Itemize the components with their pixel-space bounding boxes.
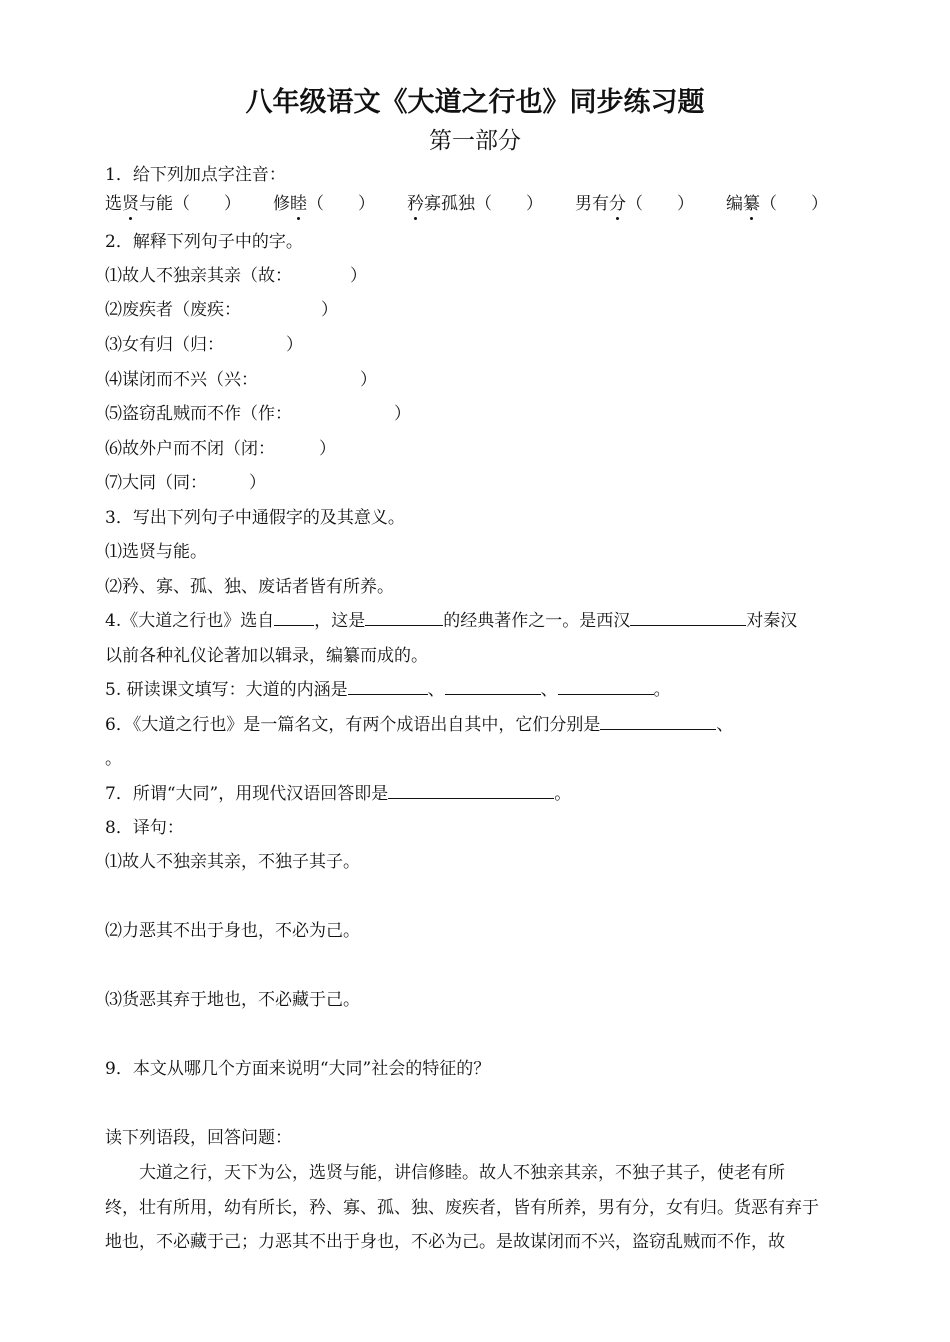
- dotted-char: 分: [609, 194, 626, 214]
- answer-blank[interactable]: [630, 609, 746, 626]
- question-7: 7．所谓“大同”，用现代汉语回答即是 。: [105, 784, 572, 804]
- q1-item: 编纂（ ）: [726, 194, 828, 214]
- q2-item: ⑷谋闭而不兴（兴： ）: [105, 370, 377, 390]
- dotted-char: 睦: [290, 194, 307, 214]
- question-2-stem: 2．解释下列句子中的字。: [105, 232, 303, 252]
- answer-blank[interactable]: [388, 782, 554, 799]
- q1-item: 男有分（ ）: [575, 194, 694, 214]
- q2-item: ⑺大同（同： ）: [105, 473, 266, 493]
- question-1-items: [105, 192, 850, 216]
- q3-item: ⑴选贤与能。: [105, 542, 207, 562]
- q8-item: ⑶货恶其弃于地也，不必藏于己。: [105, 990, 360, 1010]
- q1-item: 矜寡孤独（ ）: [407, 194, 543, 214]
- q2-item: ⑹故外户而不闭（闭： ）: [105, 439, 336, 459]
- question-1-stem: 1．给下列加点字注音：: [105, 165, 286, 185]
- section-subtitle: 第一部分: [429, 128, 521, 154]
- answer-blank[interactable]: [558, 678, 654, 695]
- question-6-line2: 。: [105, 749, 122, 769]
- page-title: 八年级语文《大道之行也》同步练习题: [245, 87, 705, 118]
- reading-intro: 读下列语段，回答问题：: [105, 1128, 292, 1148]
- question-5: 5. 研读课文填写：大道的内涵是 、 、 。: [105, 680, 671, 700]
- answer-blank[interactable]: [274, 609, 314, 626]
- q1-item: 选贤与能（ ）: [105, 194, 241, 214]
- question-9: 9．本文从哪几个方面来说明“大同”社会的特征的？: [105, 1059, 491, 1079]
- q2-item: ⑸盗窃乱贼而不作（作： ）: [105, 404, 411, 424]
- answer-blank[interactable]: [445, 678, 541, 695]
- q2-item: ⑴故人不独亲其亲（故： ）: [105, 266, 367, 286]
- question-4: 4.《大道之行也》选自 ，这是 的经典著作之一。是西汉 对秦汉: [105, 611, 798, 631]
- answer-blank[interactable]: [348, 678, 428, 695]
- q3-item: ⑵矜、寡、孤、独、废话者皆有所养。: [105, 577, 394, 597]
- dotted-char: 矜: [407, 194, 424, 214]
- q1-item: 修睦（ ）: [273, 194, 375, 214]
- question-6: 6．《大道之行也》是一篇名文，有两个成语出自其中，它们分别是 、: [105, 715, 734, 735]
- reading-line: 地也，不必藏于己；力恶其不出于身也，不必为己。是故谋闭而不兴，盗窃乱贼而不作，故: [105, 1232, 785, 1252]
- reading-line: 大道之行，天下为公，选贤与能，讲信修睦。故人不独亲其亲，不独子其子，使老有所: [139, 1163, 785, 1183]
- answer-blank[interactable]: [600, 713, 716, 730]
- q8-item: ⑴故人不独亲其亲，不独子其子。: [105, 852, 360, 872]
- reading-line: 终，壮有所用，幼有所长，矜、寡、孤、独、废疾者，皆有所养，男有分，女有归。货恶有弃于: [105, 1198, 819, 1218]
- answer-blank[interactable]: [365, 609, 443, 626]
- q2-item: ⑵废疾者（废疾： ）: [105, 300, 338, 320]
- q8-item: ⑵力恶其不出于身也，不必为己。: [105, 921, 360, 941]
- question-8-stem: 8．译句：: [105, 818, 184, 838]
- question-4-line2: 以前各种礼仪论著加以辑录，编纂而成的。: [105, 646, 428, 666]
- dotted-char: 纂: [743, 194, 760, 214]
- q2-item: ⑶女有归（归： ）: [105, 335, 303, 355]
- question-3-stem: 3．写出下列句子中通假字的及其意义。: [105, 508, 405, 528]
- dotted-char: 贤: [122, 194, 139, 214]
